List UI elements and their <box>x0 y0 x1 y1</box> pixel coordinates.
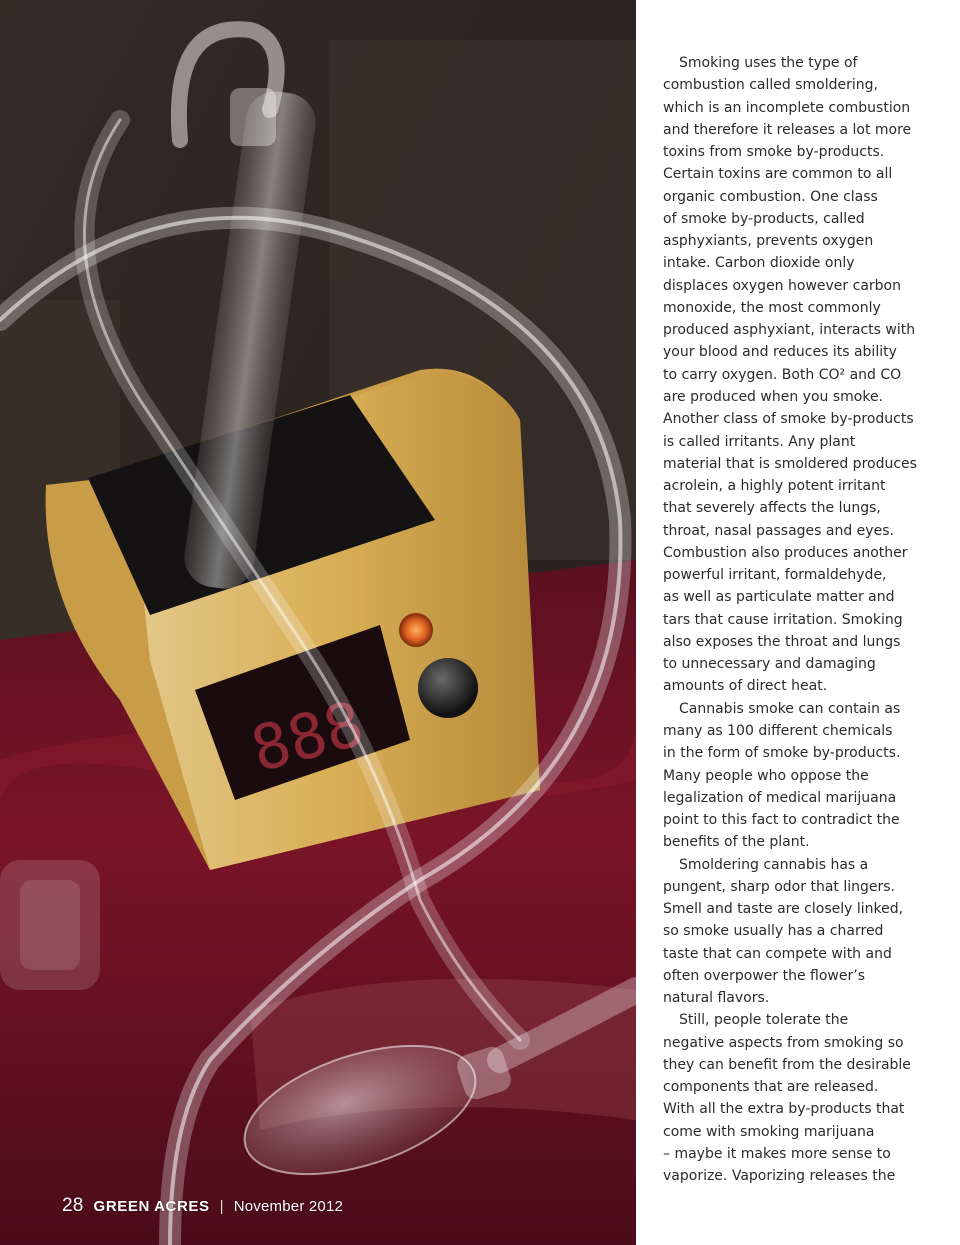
article-line: Certain toxins are common to all <box>663 166 893 183</box>
article-line: to carry oxygen. Both CO² and CO <box>663 366 902 383</box>
article-line: is called irritants. Any plant <box>663 433 856 450</box>
article-line: Combustion also produces another <box>663 544 908 561</box>
article-paragraph <box>663 1009 911 1187</box>
article-line: your blood and reduces its ability <box>663 344 897 361</box>
article-line: pungent, sharp odor that lingers. <box>663 878 895 895</box>
magazine-name: GREEN ACRES <box>93 1198 210 1215</box>
article-line: Still, people tolerate the <box>679 1012 849 1029</box>
article-line: to unnecessary and damaging <box>663 656 876 673</box>
article-line: organic combustion. One class <box>663 188 878 205</box>
article-line: combustion called smoldering, <box>663 77 878 94</box>
article-line: acrolein, a highly potent irritant <box>663 478 886 495</box>
article-line: Smoldering cannabis has a <box>679 856 869 873</box>
article-line: tars that cause irritation. Smoking <box>663 611 903 628</box>
article-line: come with smoking marijuana <box>663 1123 875 1140</box>
article-line: that severely affects the lungs, <box>663 500 881 517</box>
article-line: Smoking uses the type of <box>679 55 858 71</box>
article-line: intake. Carbon dioxide only <box>663 255 855 272</box>
article-line: Cannabis smoke can contain as <box>679 700 901 717</box>
article-line: material that is smoldered produces <box>663 455 917 472</box>
article-line: With all the extra by-products that <box>663 1101 905 1118</box>
article-line: amounts of direct heat. <box>663 678 828 695</box>
article-line: powerful irritant, formaldehyde, <box>663 567 887 584</box>
page-number: 28 <box>62 1195 84 1216</box>
article-line: vaporize. Vaporizing releases the <box>663 1168 896 1185</box>
svg-text:888: 888 <box>243 686 371 787</box>
article-line: legalization of medical marijuana <box>663 789 897 806</box>
article-line: asphyxiants, prevents oxygen <box>663 233 874 250</box>
article-line: Smell and taste are closely linked, <box>663 901 904 918</box>
article-paragraph <box>663 698 911 854</box>
article-line: also exposes the throat and lungs <box>663 633 901 650</box>
article-line: point to this fact to contradict the <box>663 812 900 829</box>
issue-date: November 2012 <box>233 1198 344 1215</box>
article-line: throat, nasal passages and eyes. <box>663 522 894 539</box>
article-line: as well as particulate matter and <box>663 589 895 606</box>
folio-separator: | <box>219 1198 224 1215</box>
article-line: toxins from smoke by-products. <box>663 144 885 161</box>
article-line: so smoke usually has a charred <box>663 923 884 940</box>
article-line: – maybe it makes more sense to <box>663 1146 891 1163</box>
article-line: negative aspects from smoking so <box>663 1034 904 1051</box>
article-line: benefits of the plant. <box>663 834 810 851</box>
article-line: Many people who oppose the <box>663 767 869 784</box>
article-line: monoxide, the most commonly <box>663 299 881 316</box>
article-line: taste that can compete with and <box>663 945 892 962</box>
article-paragraph <box>663 854 911 1010</box>
article-line: they can benefit from the desirable <box>663 1056 911 1073</box>
page-folio <box>62 1195 343 1217</box>
article-line: Another class of smoke by-products <box>663 411 914 428</box>
article-line: in the form of smoke by-products. <box>663 745 901 762</box>
article-line: components that are released. <box>663 1079 879 1096</box>
article-line: many as 100 different chemicals <box>663 722 893 739</box>
article-line: natural flavors. <box>663 990 770 1007</box>
article-line: and therefore it releases a lot more <box>663 121 912 138</box>
article-line: are produced when you smoke. <box>663 388 884 405</box>
article-line: of smoke by-products, called <box>663 210 865 227</box>
article-line: often overpower the flower’s <box>663 967 865 984</box>
article-line: displaces oxygen however carbon <box>663 277 901 294</box>
article-line: produced asphyxiant, interacts with <box>663 322 916 339</box>
article-text-column <box>663 52 917 1188</box>
article-line: which is an incomplete combustion <box>663 99 911 116</box>
article-paragraph <box>663 52 917 698</box>
